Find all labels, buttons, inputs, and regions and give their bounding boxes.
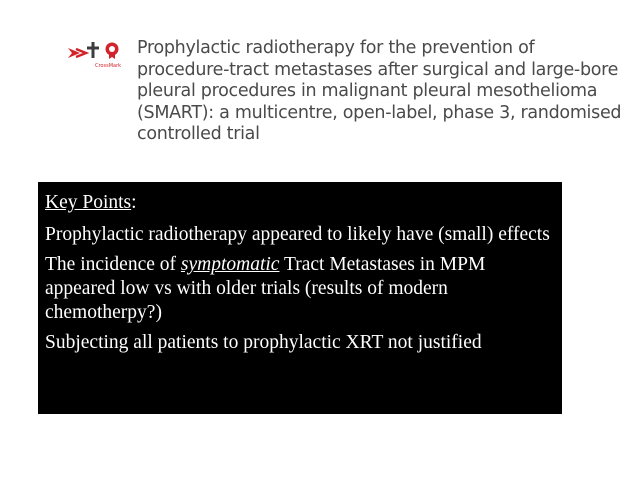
- paper-title: [137, 38, 622, 146]
- crossmark-icon: [66, 40, 130, 70]
- paper-title-line: Prophylactic radiotherapy for the prevention of: [137, 38, 535, 58]
- key-point-emphasis: symptomatic: [180, 254, 280, 275]
- key-point-item: Subjecting all patients to prophylactic XRT not justified: [45, 332, 482, 353]
- crossmark-label: CrossMark: [95, 63, 122, 69]
- key-point-text: The incidence of: [45, 254, 181, 275]
- key-points-box: [38, 182, 562, 414]
- key-points-heading-text: Key Points: [45, 192, 132, 213]
- key-point-text: Tract Metastases in MPM appeared low vs with older trials (results of modern chemotherpy?): [45, 254, 486, 323]
- paper-title-line: procedure-tract metastases after surgical and large-bore: [137, 59, 619, 80]
- paper-title-line: (SMART): a multicentre, open-label, phase 3, randomised: [137, 102, 622, 123]
- key-point-item: Prophylactic radiotherapy appeared to likely have (small) effects: [45, 224, 550, 245]
- paper-title-line: controlled trial: [137, 124, 260, 144]
- key-point-item: [45, 253, 554, 325]
- key-points-heading: [45, 190, 554, 215]
- key-points-heading-colon: :: [131, 192, 137, 213]
- paper-title-line: pleural procedures in malignant pleural mesothelioma: [137, 81, 598, 101]
